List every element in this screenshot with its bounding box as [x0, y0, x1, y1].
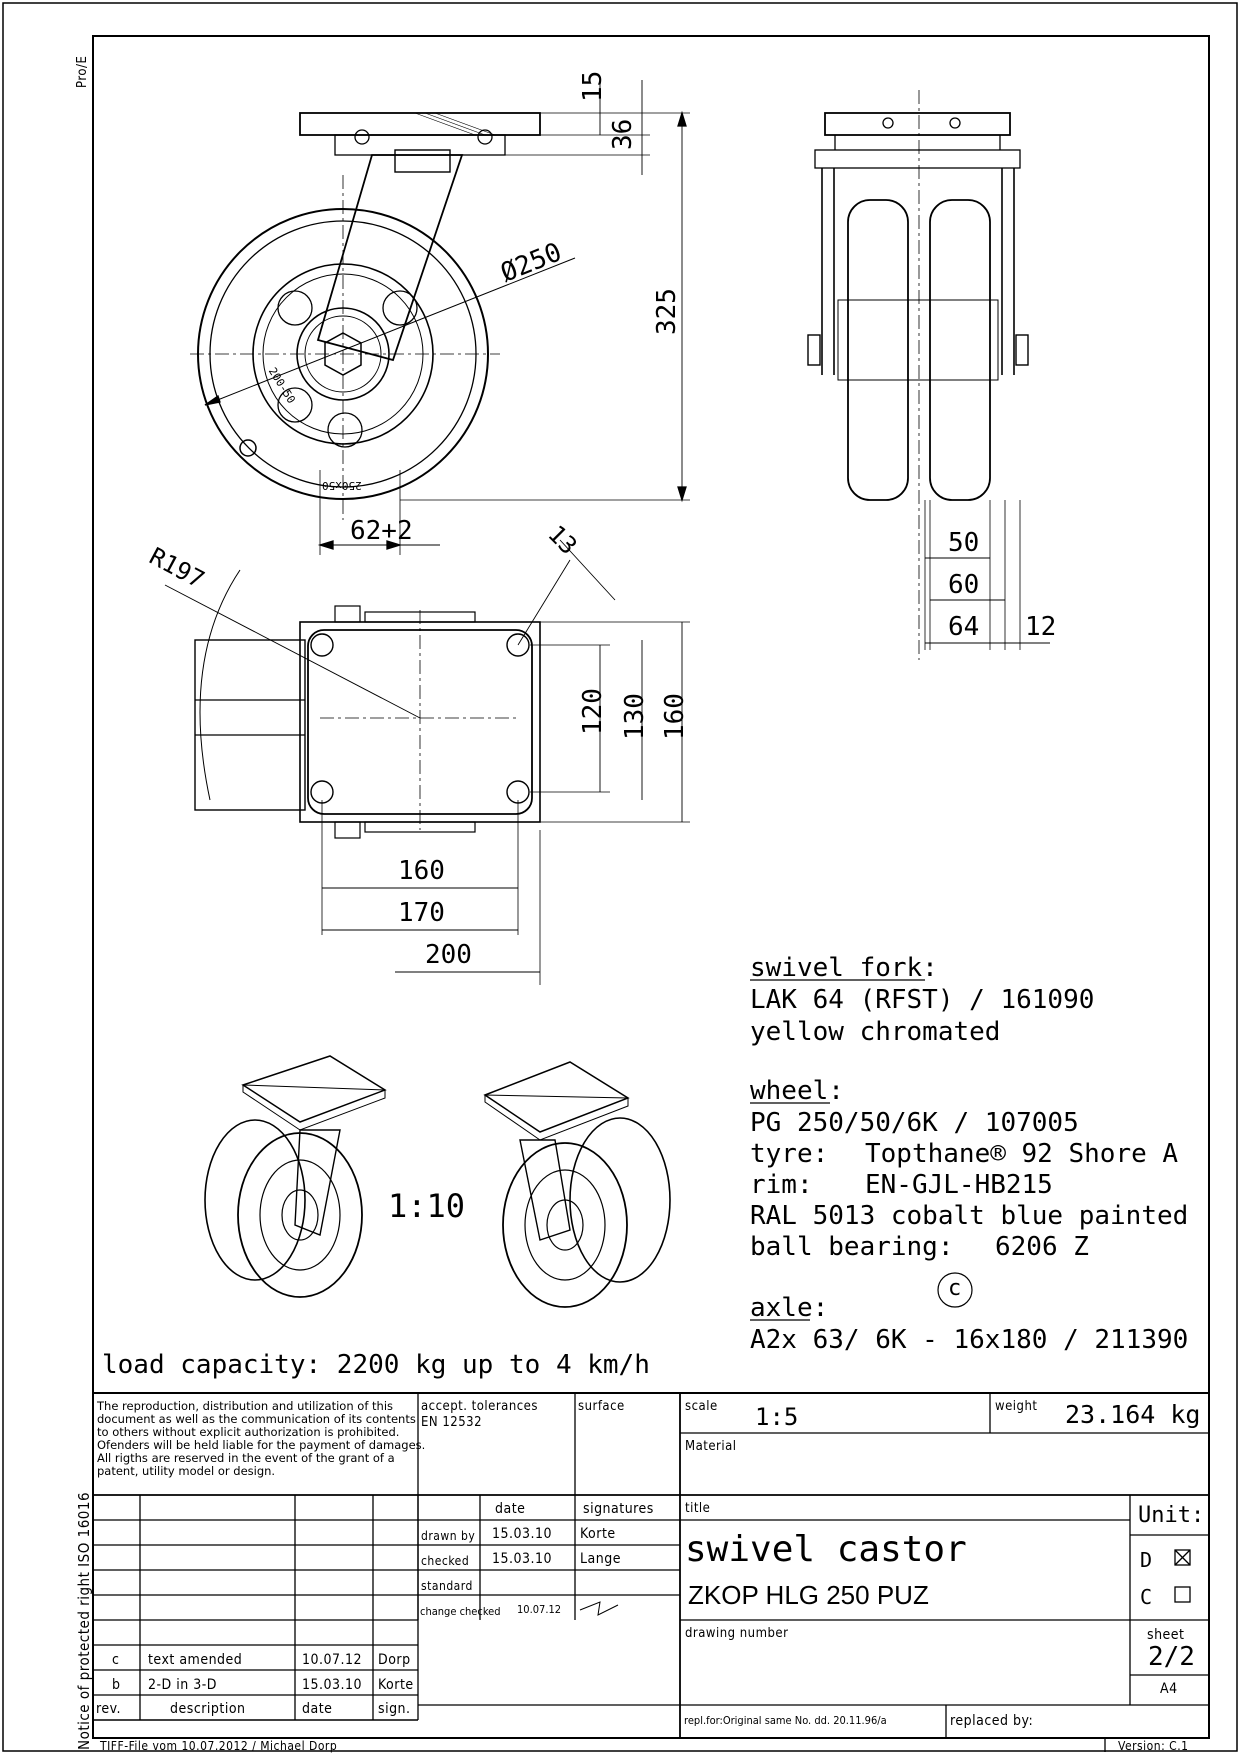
col-sign: sign. — [378, 1701, 411, 1717]
change-checked-label: change checked — [420, 1605, 501, 1618]
pro-e-label: Pro/E — [75, 55, 90, 88]
load-capacity: load capacity: 2200 kg up to 4 km/h — [102, 1350, 650, 1380]
spec-fork-2: yellow chromated — [750, 1017, 1001, 1047]
rev-c: c — [112, 1652, 120, 1668]
col-date: date — [495, 1501, 526, 1517]
checked-date: 15.03.10 — [492, 1551, 553, 1567]
dim-170: 170 — [398, 898, 445, 928]
rev-c-date: 10.07.12 — [302, 1652, 363, 1668]
spec-axle-title: axle: — [750, 1293, 829, 1323]
dim-200: 200 — [425, 940, 472, 970]
drawing-title: swivel castor — [685, 1529, 967, 1570]
spec-rim-label: rim: — [750, 1170, 813, 1200]
side-view — [808, 90, 1050, 660]
sheet-border-outer — [3, 3, 1237, 1751]
scale-value: 1:5 — [755, 1403, 799, 1431]
dim-r197: R197 — [144, 542, 209, 594]
col-rev-date: date — [302, 1701, 333, 1717]
unit-d: D — [1140, 1548, 1153, 1572]
iso-view-left — [205, 1056, 385, 1297]
replaced-by: replaced by: — [950, 1713, 1034, 1729]
spec-fork-title: swivel fork: — [750, 953, 938, 983]
spec-circle-c: c — [948, 1276, 962, 1301]
checked-signature: Lange — [580, 1551, 621, 1567]
weight-label: weight — [995, 1399, 1038, 1414]
scale-note: 1:10 — [388, 1187, 466, 1225]
drawn-date: 15.03.10 — [492, 1526, 553, 1542]
front-view — [190, 80, 690, 555]
rev-b-date: 15.03.10 — [302, 1677, 363, 1693]
spec-axle-1: A2x 63/ 6K - 16x180 / 211390 — [750, 1325, 1189, 1355]
spec-fork-1: LAK 64 (RFST) / 161090 — [750, 985, 1095, 1015]
notice-right-label: Notice of protected right ISO 16016 — [75, 1491, 93, 1750]
unit-c: C — [1140, 1585, 1153, 1609]
dim-50: 50 — [948, 528, 980, 558]
weight-value: 23.164 kg — [1065, 1400, 1201, 1429]
drawn-by-label: drawn by — [421, 1529, 476, 1543]
dim-160-vertical: 160 — [660, 693, 690, 740]
sheet-label: sheet — [1147, 1627, 1185, 1643]
copyright-notice: The reproduction, distribution and utilization of this document as well as the communication of its contents to others without explicit authorization is prohibited. Ofenders will be held liable for the payment of damages. All rigths are reserved in the event of the grant of a patent, utility model or design. — [97, 1399, 426, 1478]
rev-c-sign: Dorp — [378, 1652, 411, 1668]
dim-36: 36 — [608, 118, 638, 150]
dim-64: 64 — [948, 612, 980, 642]
dim-130: 130 — [620, 693, 650, 740]
col-signatures: signatures — [583, 1501, 654, 1517]
accept-tolerances-value: EN 12532 — [421, 1415, 483, 1430]
unit-label: Unit: — [1138, 1503, 1205, 1528]
spec-tyre-value: Topthane® 92 Shore A — [865, 1139, 1179, 1169]
dim-15: 15 — [578, 70, 608, 102]
rev-b-desc: 2-D in 3-D — [148, 1677, 217, 1693]
spec-ral: RAL 5013 cobalt blue painted — [750, 1201, 1189, 1231]
wheel-mark-250: 250x50 — [322, 479, 362, 492]
spec-wheel-title: wheel: — [750, 1076, 844, 1106]
wheel-mark-200: 200-50 — [265, 365, 298, 406]
tiff-note: TIFF-File vom 10.07.2012 / Michael Dorp — [100, 1739, 338, 1753]
format-label: A4 — [1160, 1681, 1178, 1697]
drawing-number-label: drawing number — [685, 1626, 789, 1641]
dim-60: 60 — [948, 570, 980, 600]
checked-label: checked — [421, 1554, 470, 1568]
drawing-subtitle: ZKOP HLG 250 PUZ — [688, 1580, 929, 1610]
iso-view-right — [485, 1062, 670, 1307]
dim-12: 12 — [1025, 612, 1057, 642]
rev-b-sign: Korte — [378, 1677, 414, 1693]
dim-62: 62+2 — [350, 516, 413, 546]
spec-bearing-value: 6206 Z — [995, 1232, 1089, 1262]
sheet-value: 2/2 — [1148, 1642, 1195, 1672]
dim-120: 120 — [578, 688, 608, 735]
repl-for: repl.for:Original same No. dd. 20.11.96/a — [684, 1714, 887, 1727]
surface-label: surface — [578, 1399, 625, 1414]
col-rev: rev. — [96, 1701, 121, 1717]
material-label: Material — [685, 1439, 737, 1454]
spec-tyre-label: tyre: — [750, 1139, 829, 1169]
scale-label: scale — [685, 1399, 718, 1414]
dim-diameter-250: Ø250 — [496, 237, 566, 289]
standard-label: standard — [421, 1579, 473, 1593]
dim-13: 13 — [542, 519, 583, 561]
accept-tolerances-label: accept. tolerances — [421, 1399, 538, 1414]
spec-bearing-label: ball bearing: — [750, 1232, 954, 1262]
title-label: title — [685, 1501, 711, 1516]
dim-160: 160 — [398, 856, 445, 886]
change-checked-date: 10.07.12 — [517, 1603, 562, 1616]
spec-wheel-1: PG 250/50/6K / 107005 — [750, 1108, 1079, 1138]
rev-b: b — [112, 1677, 121, 1693]
drawn-signature: Korte — [580, 1526, 616, 1542]
rev-c-desc: text amended — [148, 1652, 243, 1668]
col-description: description — [170, 1701, 246, 1717]
dim-325: 325 — [652, 288, 682, 335]
version-label: Version: C.1 — [1118, 1739, 1189, 1753]
spec-rim-value: EN-GJL-HB215 — [865, 1170, 1053, 1200]
sheet-border-inner — [93, 36, 1209, 1738]
